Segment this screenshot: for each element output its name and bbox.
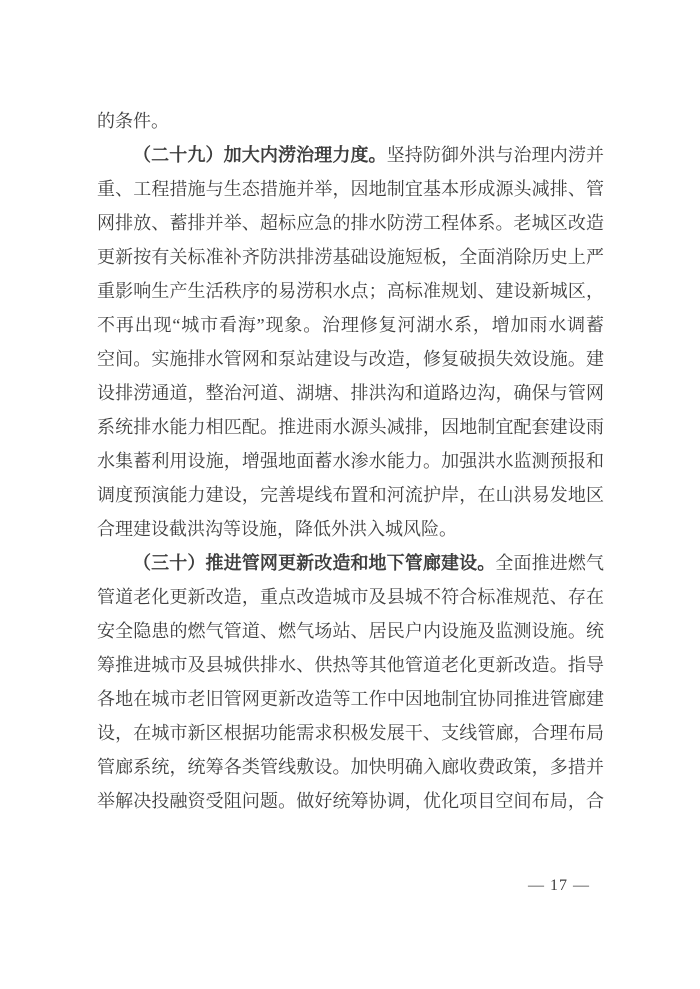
page-number: — 17 — (528, 877, 590, 894)
text-line: 重、工程措施与生态措施并举，因地制宜基本形成源头减排、管 (97, 179, 604, 199)
document-body (97, 104, 604, 818)
text-line: 举解决投融资受阻问题。做好统筹协调，优化项目空间布局，合 (97, 791, 604, 811)
text-line: 系统排水能力相匹配。推进雨水源头减排，因地制宜配套建设雨 (97, 417, 604, 437)
paragraph-heading: （三十）推进管网更新改造和地下管廊建设。 (133, 553, 496, 573)
text-line: 调度预演能力建设，完善堤线布置和河流护岸，在山洪易发地区 (97, 485, 604, 505)
text-line: 设排涝通道，整治河道、湖塘、排洪沟和道路边沟，确保与管网 (97, 383, 604, 403)
text-line: 水集蓄利用设施，增强地面蓄水渗水能力。加强洪水监测预报和 (97, 451, 604, 471)
text-line: 更新按有关标准补齐防洪排涝基础设施短板，全面消除历史上严 (97, 247, 604, 267)
text-line: 空间。实施排水管网和泵站建设与改造，修复破损失效设施。建 (97, 349, 604, 369)
text-line: 安全隐患的燃气管道、燃气场站、居民户内设施及监测设施。统 (97, 621, 604, 641)
text-line: 合理建设截洪沟等设施，降低外洪入城风险。 (97, 519, 457, 539)
text-line: 管道老化更新改造，重点改造城市及县城不符合标准规范、存在 (97, 587, 604, 607)
text-line: 设，在城市新区根据功能需求积极发展干、支线管廊，合理布局 (97, 723, 604, 743)
text-line: （二十九）加大内涝治理力度。坚持防御外洪与治理内涝并 (133, 145, 604, 165)
paragraph-heading: （二十九）加大内涝治理力度。 (133, 145, 387, 165)
text-line: 不再出现“城市看海”现象。治理修复河湖水系，增加雨水调蓄 (97, 315, 604, 335)
text-line: 管廊系统，统筹各类管线敷设。加快明确入廊收费政策，多措并 (97, 757, 604, 777)
text-line: （三十）推进管网更新改造和地下管廊建设。全面推进燃气 (133, 553, 604, 573)
text-line: 各地在城市老旧管网更新改造等工作中因地制宜协同推进管廊建 (97, 689, 604, 709)
text-line: 筹推进城市及县城供排水、供热等其他管道老化更新改造。指导 (97, 655, 604, 675)
text-line: 重影响生产生活秩序的易涝积水点；高标准规划、建设新城区， (97, 281, 604, 301)
text-line: 的条件。 (97, 111, 169, 131)
text-line: 网排放、蓄排并举、超标应急的排水防涝工程体系。老城区改造 (97, 213, 604, 233)
